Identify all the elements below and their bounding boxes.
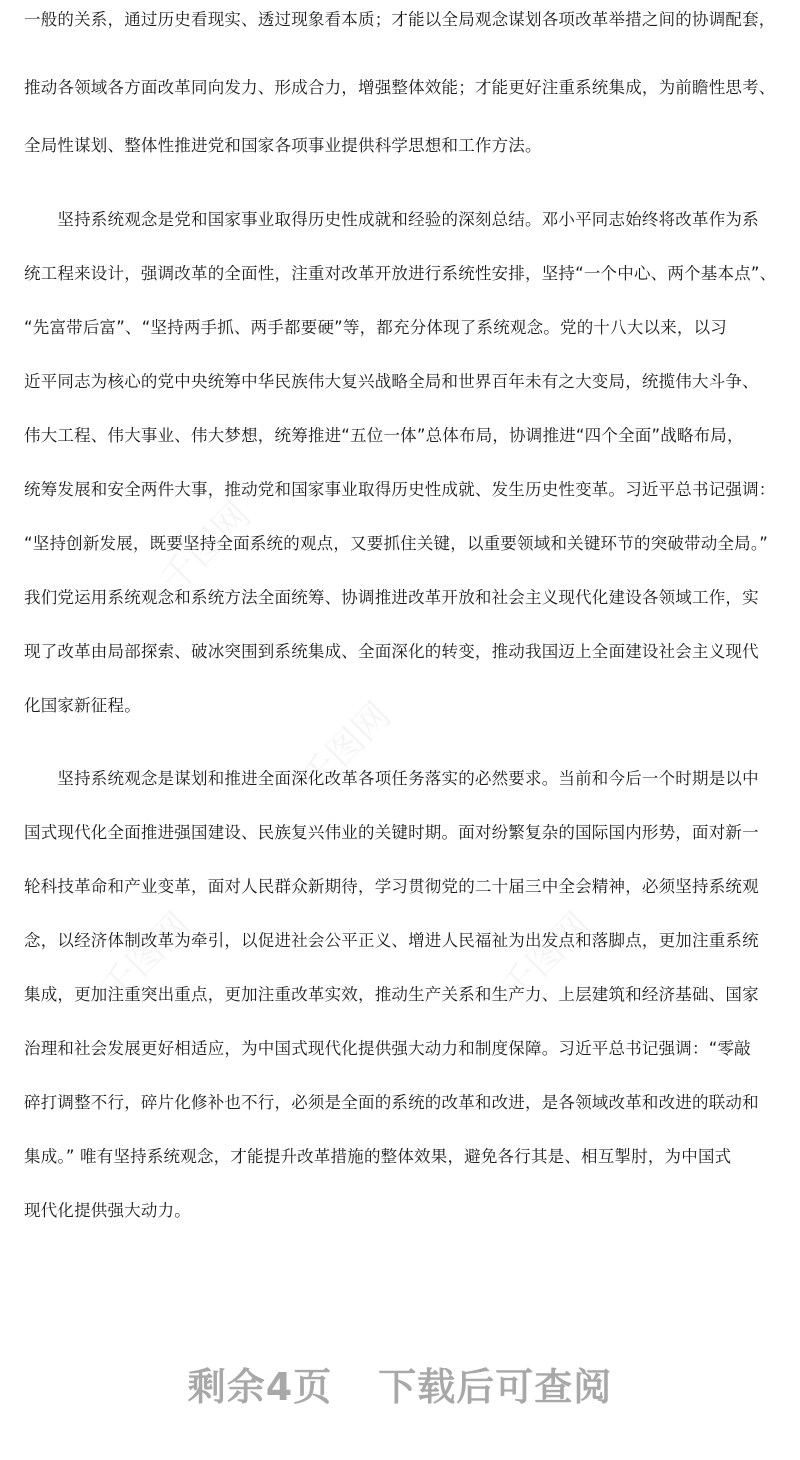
text-line: 集成，更加注重突出重点，更加注重改革实效，推动生产关系和生产力、上层建筑和经济基础、国家 [24,985,759,1004]
text-line: “坚持创新发展，既要坚持全面系统的观点，又要抓住关键，以重要领域和关键环节的突破带动全局。” [24,534,769,553]
text-line: 集成。” 唯有坚持系统观念，才能提升改革措施的整体效果，避免各行其是、相互掣肘，为中国式 [24,1147,732,1166]
text-line: 统筹发展和安全两件大事，推动党和国家事业取得历史性成就、发生历史性变革。习近平总书记强调： [24,480,776,499]
text-line: 现代化提供强大动力。 [24,1201,191,1220]
text-line: 念，以经济体制改革为牵引，以促进社会公平正义、增进人民福祉为出发点和落脚点，更加注重系统 [24,931,759,950]
text-line: 推动各领域各方面改革同向发力、形成合力，增强整体效能；才能更好注重系统集成，为前瞻性思考、 [24,78,776,97]
text-line: 现了改革由局部探索、破冰突围到系统集成、全面深化的转变，推动我国迈上全面建设社会主义现代 [24,642,759,661]
remaining-pages-text: 剩余4页 [187,1365,333,1409]
text-line: 化国家新征程。 [24,696,141,715]
text-line: 坚持系统观念是谋划和推进全面深化改革各项任务落实的必然要求。当前和今后一个时期是以中 [24,769,759,788]
remaining-pages-banner[interactable] [0,1356,800,1411]
download-to-view-text: 下载后可查阅 [378,1365,613,1409]
text-line: 治理和社会发展更好相适应，为中国式现代化提供强大动力和制度保障。习近平总书记强调：“零敲 [24,1039,751,1058]
text-line: 我们党运用系统观念和系统方法全面统筹、协调推进改革开放和社会主义现代化建设各领域工作，实 [24,588,759,607]
text-line: 统工程来设计，强调改革的全面性，注重对改革开放进行系统性安排，坚持“一个中心、两个基本点”、 [24,264,777,283]
text-line: 全局性谋划、整体性推进党和国家各项事业提供科学思想和工作方法。 [24,136,542,155]
text-line: 国式现代化全面推进强国建设、民族复兴伟业的关键时期。面对纷繁复杂的国际国内形势，面对新一 [24,823,759,842]
text-line: 近平同志为核心的党中央统筹中华民族伟大复兴战略全局和世界百年未有之大变局，统揽伟大斗争、 [24,372,759,391]
text-line: 伟大工程、伟大事业、伟大梦想，统筹推进“五位一体”总体布局，协调推进“四个全面”战略布局， [24,426,744,445]
text-line: 一般的关系，通过历史看现实、透过现象看本质；才能以全局观念谋划各项改革举措之间的协调配套， [24,10,776,29]
text-line: 碎打调整不行，碎片化修补也不行，必须是全面的系统的改革和改进，是各领域改革和改进的联动和 [24,1093,759,1112]
text-line: 坚持系统观念是党和国家事业取得历史性成就和经验的深刻总结。邓小平同志始终将改革作为系 [24,210,759,229]
text-line: 轮科技革命和产业变革，面对人民群众新期待，学习贯彻党的二十届三中全会精神，必须坚持系统观 [24,877,759,896]
text-line: “先富带后富”、“坚持两手抓、两手都要硬”等，都充分体现了系统观念。党的十八大以来，以习 [24,318,727,337]
